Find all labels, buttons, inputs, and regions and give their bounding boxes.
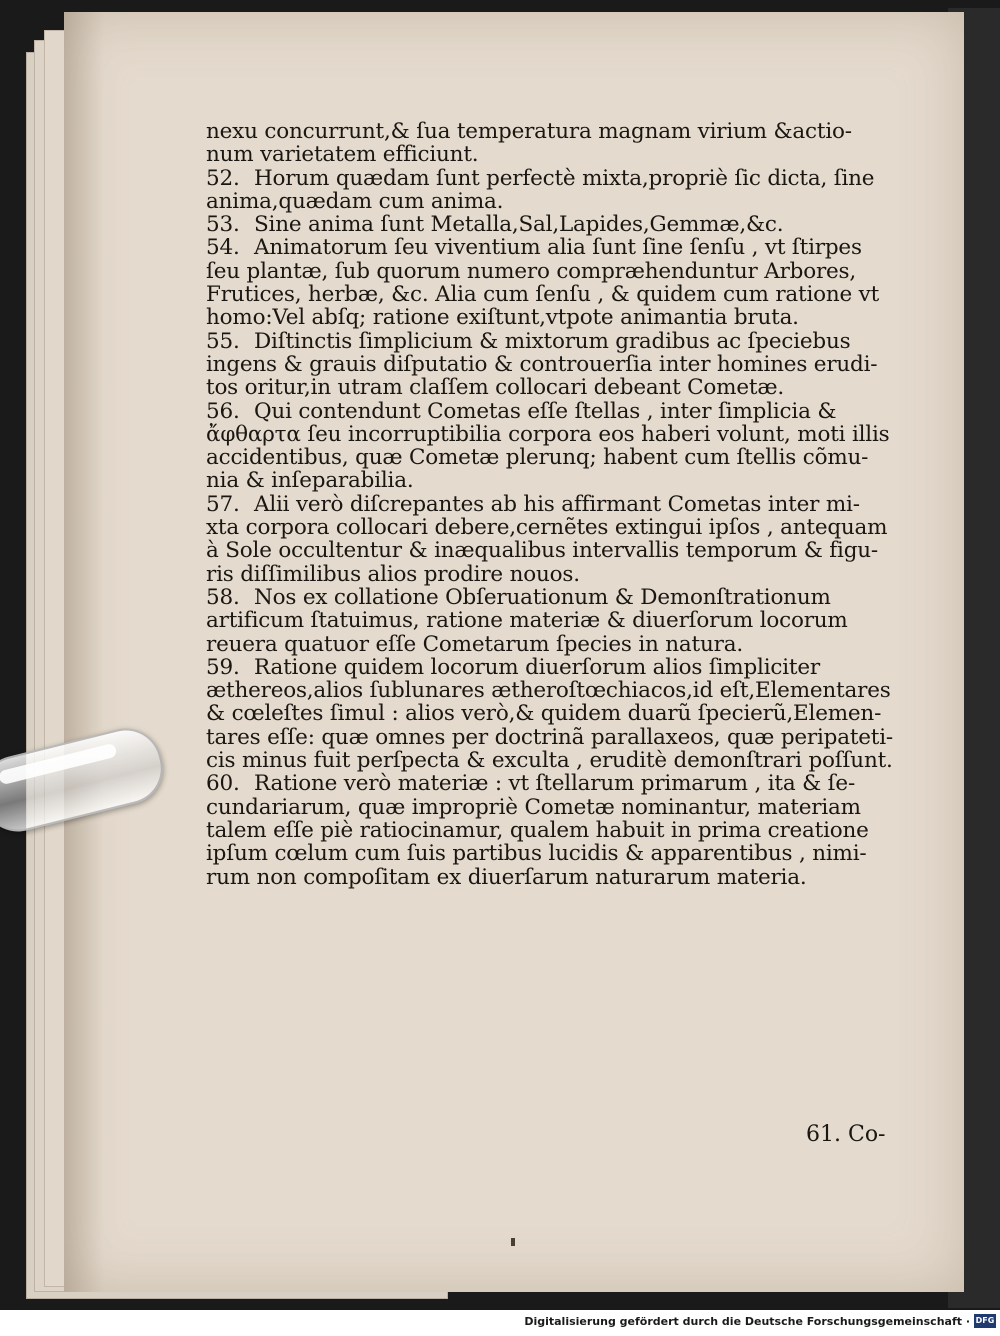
text-line xyxy=(206,423,906,446)
text-line xyxy=(206,819,906,842)
text-line xyxy=(206,446,906,469)
line-text: Nos ex collatione Obſeruationum & Demonſtrationum xyxy=(254,584,831,610)
text-line xyxy=(206,866,906,889)
text-line xyxy=(206,306,906,329)
line-text: Ratione verò materiæ : vt ſtellarum primarum , ita & ſe- xyxy=(254,771,856,797)
text-line xyxy=(206,563,906,586)
text-line xyxy=(206,493,906,516)
line-text: talem eſſe piè ratiocinamur, qualem habuit in prima creatione xyxy=(206,817,869,843)
text-line xyxy=(206,353,906,376)
text-line xyxy=(206,702,906,725)
text-line xyxy=(206,772,906,795)
paragraph-number: 52. xyxy=(206,165,240,191)
line-text: ingens & grauis diſputatio & controuerſia inter homines erudi- xyxy=(206,351,878,377)
line-text: accidentibus, quæ Cometæ plerunq; habent cum ſtellis cõmu- xyxy=(206,445,869,471)
paragraph-number: 58. xyxy=(206,584,240,610)
paragraph-number: 59. xyxy=(206,654,240,680)
text-line xyxy=(206,120,906,143)
text-line xyxy=(206,749,906,772)
text-line xyxy=(206,236,906,259)
text-line xyxy=(206,260,906,283)
footer-bar xyxy=(0,1310,1000,1336)
line-text: ἄφθαρτα ſeu incorruptibilia corpora eos haberi volunt, moti illis xyxy=(206,421,890,447)
paragraph-number: 54. xyxy=(206,235,240,261)
catchword: 61. Co- xyxy=(806,1122,886,1147)
line-text: Alii verò diſcrepantes ab his affirmant Cometas inter mi- xyxy=(254,491,860,517)
line-text: Diſtinctis ſimplicium & mixtorum gradibus ac ſpeciebus xyxy=(254,328,851,354)
line-text: tares eſſe: quæ omnes per doctrinã parallaxeos, quæ peripateti- xyxy=(206,724,893,750)
text-line xyxy=(206,143,906,166)
line-text: num varietatem efficiunt. xyxy=(206,142,479,168)
text-line xyxy=(206,213,906,236)
line-text: Animatorum ſeu viventium alia ſunt ſine ſenſu , vt ſtirpes xyxy=(254,235,862,261)
text-line xyxy=(206,376,906,399)
line-text: æthereos,alios ſublunares ætheroſtœchiacos,id eſt,Elementares xyxy=(206,678,891,704)
text-line xyxy=(206,726,906,749)
text-line xyxy=(206,586,906,609)
line-text: Frutices, herbæ, &c. Alia cum ſenſu , & quidem cum ratione vt xyxy=(206,282,880,308)
text-line xyxy=(206,609,906,632)
text-line xyxy=(206,633,906,656)
line-text: anima,quædam cum anima. xyxy=(206,188,504,214)
text-line xyxy=(206,190,906,213)
ink-mark xyxy=(511,1238,515,1246)
line-text: à Sole occultentur & inæqualibus intervallis temporum & figu- xyxy=(206,538,878,564)
line-text: nexu concurrunt,& ſua temperatura magnam virium &actio- xyxy=(206,119,852,144)
line-text: reuera quatuor eſſe Cometarum ſpecies in natura. xyxy=(206,631,743,657)
text-line xyxy=(206,516,906,539)
text-line xyxy=(206,539,906,562)
page-text xyxy=(206,120,906,889)
line-text: artificum ſtatuimus, ratione materiæ & diuerſorum locorum xyxy=(206,608,848,634)
line-text: tos oritur,in utram claſſem collocari debeant Cometæ. xyxy=(206,375,784,401)
text-line xyxy=(206,330,906,353)
line-text: Sine anima ſunt Metalla,Sal,Lapides,Gemmæ,&c. xyxy=(254,212,784,238)
line-text: cis minus fuit perſpecta & exculta , eruditè demonſtrari poſſunt. xyxy=(206,748,893,774)
text-line xyxy=(206,167,906,190)
line-text: cundariarum, quæ impropriè Cometæ nominantur, materiam xyxy=(206,794,861,820)
paragraph-number: 60. xyxy=(206,771,240,797)
text-line xyxy=(206,796,906,819)
line-text: nia & inſeparabilia. xyxy=(206,468,414,494)
line-text: rum non compoſitam ex diuerſarum naturarum materia. xyxy=(206,864,807,890)
paragraph-number: 56. xyxy=(206,398,240,424)
text-line xyxy=(206,400,906,423)
line-text: ipſum cœlum cum ſuis partibus lucidis & apparentibus , nimi- xyxy=(206,841,867,867)
line-text: ris diſſimilibus alios prodire nouos. xyxy=(206,561,580,587)
text-line xyxy=(206,283,906,306)
line-text: xta corpora collocari debere,cernẽtes extingui ipſos , antequam xyxy=(206,515,888,541)
line-text: Qui contendunt Cometas eſſe ſtellas , inter ſimplicia & xyxy=(254,398,837,424)
line-text: Ratione quidem locorum diuerſorum alios ſimpliciter xyxy=(254,654,820,680)
paragraph-number: 57. xyxy=(206,491,240,517)
line-text: homo:Vel abſq; ratione exiſtunt,vtpote animantia bruta. xyxy=(206,305,799,331)
dfg-logo: DFG xyxy=(974,1314,996,1328)
paragraph-number: 55. xyxy=(206,328,240,354)
paragraph-number: 53. xyxy=(206,212,240,238)
line-text: Horum quædam ſunt perfectè mixta,propriè ſic dicta, ſine xyxy=(254,165,875,191)
text-line xyxy=(206,842,906,865)
text-line xyxy=(206,469,906,492)
text-line xyxy=(206,656,906,679)
footer-credit: Digitalisierung gefördert durch die Deutsche Forschungsgemeinschaft · xyxy=(524,1315,970,1328)
text-line xyxy=(206,679,906,702)
line-text: ſeu plantæ, ſub quorum numero compræhenduntur Arbores, xyxy=(206,258,857,284)
line-text: & cœleſtes ſimul : alios verò,& quidem duarũ ſpecierũ,Elemen- xyxy=(206,701,882,727)
